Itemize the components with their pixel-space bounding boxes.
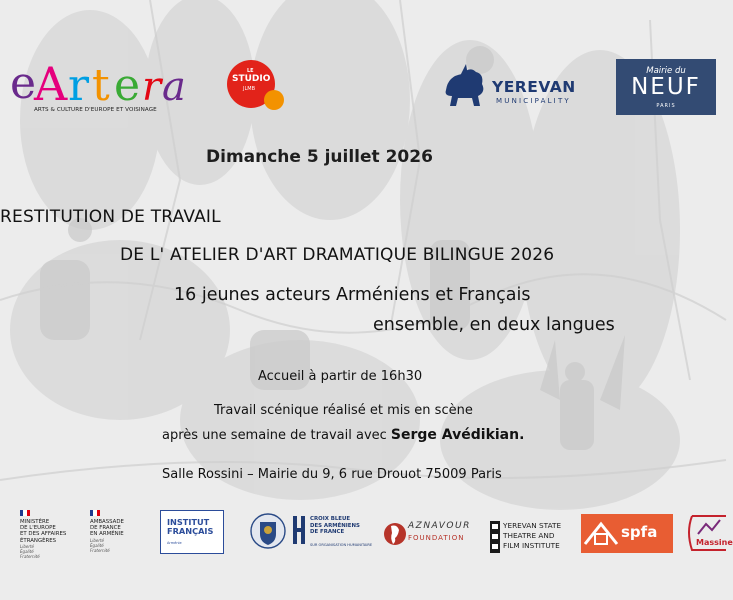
institut-text: INSTITUT FRANÇAIS xyxy=(167,517,214,536)
spfa-logo xyxy=(581,514,673,553)
coat-of-arms-logo xyxy=(250,512,286,550)
title-line-2: DE L' ATELIER D'ART DRAMATIQUE BILINGUE 2026 xyxy=(120,245,555,265)
svg-text:a: a xyxy=(162,64,186,110)
mairie-du-text: Mairie du xyxy=(646,66,686,76)
studio-name: STUDIO xyxy=(232,74,271,84)
director-name: Serge Avédikian. xyxy=(390,427,525,443)
title-line-1: RESTITUTION DE TRAVAIL xyxy=(0,207,221,227)
ministere-affaires-etrangeres-logo xyxy=(20,510,90,570)
aznavour-name: AZNAVOUR xyxy=(408,521,471,531)
coat-of-arms-icon xyxy=(250,512,286,550)
mairie-neuf-text: NEUF xyxy=(631,74,701,100)
yerevan-municipality-logo xyxy=(440,62,600,110)
welcome-time: Accueil à partir de 16h30 xyxy=(258,369,423,384)
yerevan-subtitle: MUNICIPALITY xyxy=(496,97,571,105)
mairie-paris-text: PARIS xyxy=(656,103,676,109)
subtitle-line-1: 16 jeunes acteurs Arméniens et Français xyxy=(174,285,531,305)
direction-line-2 xyxy=(162,427,524,443)
direction-prefix: après une semaine de travail avec xyxy=(162,428,391,443)
studio-le: LE xyxy=(247,68,254,74)
direction-line-1: Travail scénique réalisé et mis en scène xyxy=(214,403,473,418)
ysti-text: YEREVAN STATE THEATRE AND FILM INSTITUTE xyxy=(503,521,562,550)
yerevan-title: YEREVAN xyxy=(492,78,576,96)
artera-tagline: ARTS & CULTURE D'EUROPE ET VOISINAGE xyxy=(34,107,157,113)
yerevan-lion-icon xyxy=(440,62,490,110)
spfa-roof-icon xyxy=(581,514,621,553)
svg-text:A: A xyxy=(34,57,68,111)
venue-address: Salle Rossini – Mairie du 9, 6 rue Drouot 75009 Paris xyxy=(162,467,502,482)
massine-logo xyxy=(686,512,733,554)
svg-text:t: t xyxy=(92,60,110,111)
subtitle-line-2: ensemble, en deux langues xyxy=(373,315,615,335)
aznavour-foundation: FOUNDATION xyxy=(408,534,465,542)
studio-jlmb-logo xyxy=(222,60,286,114)
svg-text:r: r xyxy=(68,60,90,111)
yerevan-state-theatre-logo xyxy=(490,519,574,555)
svg-text:e: e xyxy=(10,58,37,109)
croix-bleue-logo xyxy=(292,510,373,550)
spfa-text: spfa xyxy=(621,523,658,541)
croix-bleue-sub: SUR ORGANISATION HUMANITAIRE xyxy=(310,543,373,547)
aznavour-portrait-icon xyxy=(384,518,406,550)
institut-francais-logo xyxy=(160,510,224,554)
artera-logo xyxy=(10,57,202,116)
mairie-du-neuf-logo xyxy=(616,59,716,115)
marianne-flag-icon xyxy=(20,510,30,516)
croix-bleue-icon xyxy=(292,514,308,546)
massine-text: Massine xyxy=(696,538,733,547)
film-strip-icon xyxy=(490,521,500,553)
ambassade-text: AMBASSADE DE FRANCE EN ARMÉNIE Liberté Égalité Fraternité xyxy=(90,519,124,553)
massine-frame-icon xyxy=(686,512,726,554)
institut-sub: Arménie xyxy=(167,541,182,545)
ambassade-france-armenie-logo xyxy=(90,510,160,570)
studio-jlmb: JLMB xyxy=(243,86,256,92)
croix-bleue-text: CROIX BLEUE DES ARMÉNIENS DE FRANCE xyxy=(310,516,360,536)
ministere-text: MINISTÈRE DE L'EUROPE ET DES AFFAIRES ÉTRANGÈRES Liberté Égalité Fraternité xyxy=(20,519,67,559)
svg-text:e: e xyxy=(114,60,141,111)
marianne-flag-icon xyxy=(90,510,100,516)
event-date: Dimanche 5 juillet 2026 xyxy=(206,147,433,167)
svg-text:r: r xyxy=(142,64,162,110)
aznavour-foundation-logo xyxy=(384,516,470,552)
